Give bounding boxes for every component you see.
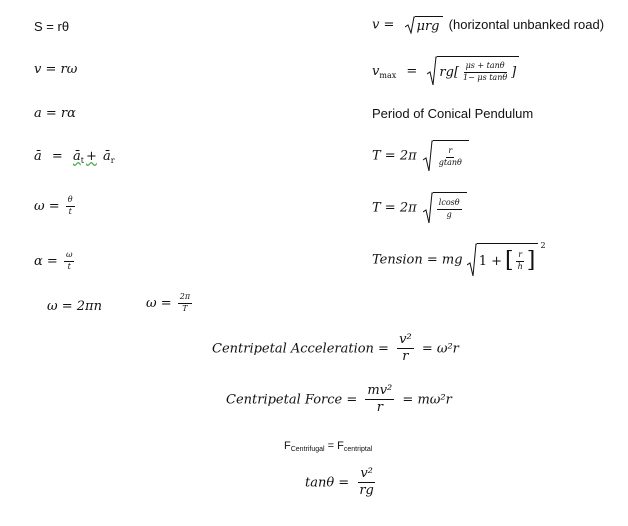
sqrt-symbol	[405, 16, 443, 34]
angular-acceleration-numerator: ω	[64, 251, 75, 262]
period1-fraction	[437, 147, 464, 168]
tension-open-bracket: [	[505, 248, 514, 273]
vector-acc-tangential: $ā_t$ +	[72, 149, 97, 165]
linear-acceleration-text: a = rα	[34, 106, 76, 121]
sqrt-symbol	[427, 56, 519, 86]
omega-period-denominator: T	[182, 303, 188, 313]
period1-numerator: r	[446, 147, 454, 158]
max-velocity-unbanked-equation	[372, 16, 604, 34]
omega-period-fraction	[178, 293, 192, 314]
tension-fraction	[516, 251, 525, 272]
vmax-rg: rg[	[439, 64, 460, 80]
angular-velocity-fraction	[66, 196, 75, 217]
vmax-fraction	[461, 62, 509, 83]
max-velocity-unbanked-radicand: μrg	[415, 16, 443, 34]
period2-denominator: g	[446, 209, 452, 219]
angular-acceleration-denominator: t	[67, 261, 71, 271]
vector-acc-lhs: ā	[34, 149, 42, 164]
tension-lhs: Tension = mg	[372, 252, 463, 268]
tension-denominator: h	[517, 261, 523, 271]
angular-velocity-equation	[34, 196, 77, 217]
max-velocity-banked-equation	[372, 56, 519, 86]
vmax-numerator: μs + tanθ	[464, 62, 507, 73]
sqrt-symbol	[467, 243, 539, 277]
omega-frequency-equation	[47, 300, 102, 313]
pendulum-heading	[372, 107, 533, 120]
tension-equation	[372, 240, 548, 277]
max-velocity-unbanked-lhs: v =	[372, 17, 395, 33]
angular-acceleration-lhs: α =	[34, 253, 58, 269]
pendulum-period-2-equation	[372, 192, 467, 224]
angular-velocity-denominator: t	[68, 206, 72, 216]
cacc-numerator: v²	[397, 333, 414, 349]
cacc-denominator: r	[402, 349, 409, 365]
cacc-fraction	[397, 333, 414, 365]
linear-acceleration-equation	[34, 107, 76, 120]
linear-velocity-equation	[34, 63, 77, 76]
angular-acceleration-fraction	[64, 251, 75, 272]
omega-period-lhs: ω =	[146, 295, 172, 311]
cforce-lhs: Centripetal Force =	[226, 392, 358, 408]
vector-acc-equals: =	[51, 149, 63, 164]
sqrt-symbol	[423, 140, 469, 172]
angular-acceleration-equation	[34, 251, 76, 272]
arc-length-text: S = rθ	[34, 19, 70, 34]
fc-left: $F_{Centrifugal}$	[284, 440, 325, 453]
arc-length-equation	[34, 20, 69, 33]
pendulum-period-1-equation	[372, 140, 469, 172]
omega-frequency-text: ω = 2πn	[47, 299, 102, 314]
pendulum-heading-text: Period of Conical Pendulum	[372, 106, 534, 121]
tan-denominator: rg	[359, 483, 374, 499]
cforce-rhs: = mω²r	[402, 392, 452, 408]
period2-lhs: T = 2π	[372, 200, 417, 216]
unbanked-road-note: (horizontal unbanked road)	[448, 16, 605, 32]
sqrt-symbol	[423, 192, 467, 224]
tension-exponent: 2	[540, 240, 546, 250]
tension-numerator: r	[516, 251, 524, 262]
fc-right: = $F_{centriptal}$	[327, 440, 373, 453]
omega-period-equation	[146, 293, 194, 314]
tension-one-plus: 1 +	[478, 253, 502, 269]
centrifugal-centripetal-equation	[284, 441, 372, 453]
cacc-lhs: Centripetal Acceleration =	[212, 341, 389, 357]
cforce-denominator: r	[376, 400, 383, 416]
centripetal-force-equation	[226, 384, 452, 416]
tension-close-bracket: ]	[526, 248, 536, 273]
tan-fraction	[357, 467, 376, 499]
angular-velocity-numerator: θ	[66, 196, 75, 207]
vector-acceleration-equation	[34, 150, 115, 165]
centripetal-acceleration-equation	[212, 333, 459, 365]
vmax-close-bracket: ]	[511, 64, 517, 80]
cforce-numerator: mv²	[365, 384, 394, 400]
cacc-rhs: = ω²r	[421, 341, 459, 357]
omega-period-numerator: 2π	[178, 293, 192, 304]
period2-numerator: lcosθ	[437, 199, 462, 210]
vector-acc-radial: $ā_r$	[102, 149, 115, 165]
cforce-fraction	[365, 384, 394, 416]
angular-velocity-lhs: ω =	[34, 198, 60, 214]
vmax-denominator: 1− μs tanθ	[463, 72, 508, 82]
tan-numerator: v²	[358, 467, 375, 483]
vmax-lhs: $v_{max}$	[372, 63, 397, 80]
tan-lhs: tanθ =	[305, 475, 350, 491]
tan-theta-equation	[305, 467, 380, 499]
period1-lhs: T = 2π	[372, 148, 417, 164]
linear-velocity-text: v = rω	[34, 62, 78, 77]
vmax-equals: =	[406, 63, 418, 79]
period2-fraction	[437, 199, 462, 220]
period1-denominator: gtanθ	[438, 157, 462, 167]
